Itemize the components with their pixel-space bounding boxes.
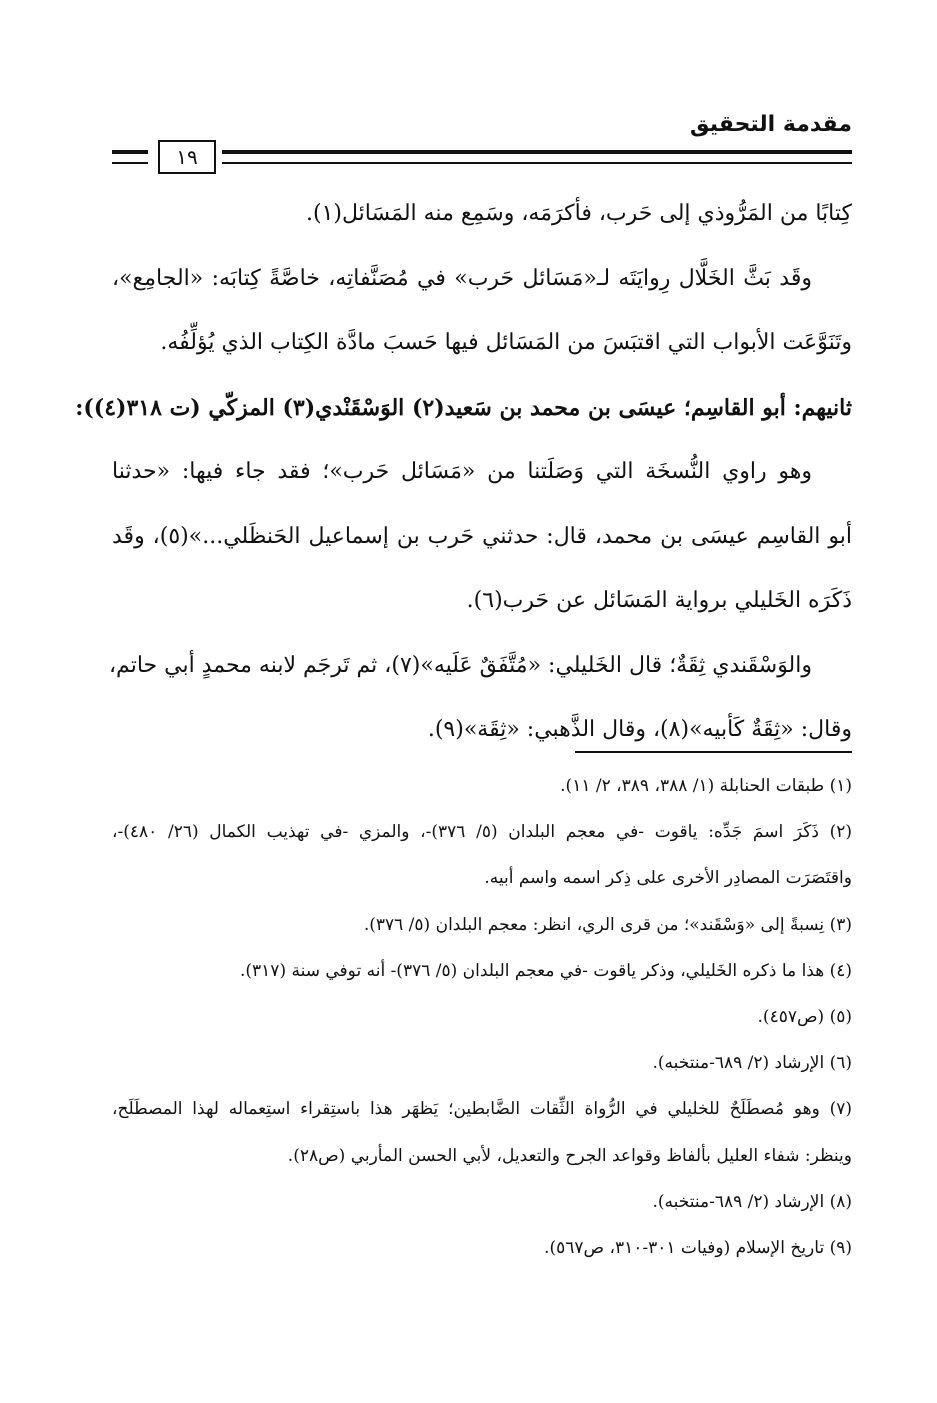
- header-rule-left: [112, 150, 148, 164]
- footnote: (٤) هذا ما ذكره الخَليلي، وذكر ياقوت -في معجم البلدان (٥/ ٣٧٦)- أنه توفي سنة (٣١٧).: [240, 960, 852, 981]
- footnote-continuation: واقتَصَرَت المصادِر الأخرى على ذِكر اسمه واسم أبيه.: [484, 868, 852, 889]
- section-title: مقدمة التحقيق: [689, 112, 852, 137]
- body-line: ثانيهم: أبو القاسِم؛ عيسَى بن محمد بن سَعيد(٢) الوَسْقَنْدي(٣) المزكّي (ت ٣١٨(٤)):: [75, 394, 852, 421]
- body-line: وقَد بَثَّ الخَلَّال رِوايَتَه لـ«مَسَائل حَرب» في مُصَنَّفاتِه، خاصَّةً كِتابَه: «الجامِع»،: [112, 265, 812, 291]
- body-line: كِتابًا من المَرُّوذي إلى حَرب، فأكرَمَه، وسَمِع منه المَسَائل(١).: [306, 201, 852, 226]
- page-number: ١٩: [158, 140, 216, 174]
- body-text: [75, 182, 852, 763]
- footnote: (٩) تاريخ الإسلام (وفيات ٣٠١-٣١٠، ص٥٦٧).: [544, 1237, 852, 1258]
- footnote: (٣) نِسبةً إلى «وَسْقَند»؛ من قرى الري، انظر: معجم البلدان (٥/ ٣٧٦).: [363, 914, 852, 935]
- footnote-continuation: وينظر: شفاء العليل بألفاظ وقواعد الجرح والتعديل، لأبي الحسن المأربي (ص٢٨).: [287, 1145, 852, 1166]
- body-line: والوَسْقَندي ثِقَةٌ؛ قال الخَليلي: «مُتَّفَقٌ عَلَيه»(٧)، ثم تَرجَم لابنه محمدٍ أبي حاتم،: [108, 652, 812, 678]
- body-line: وهو راوي النُّسخَة التي وَصَلَتنا من «مَسَائل حَرب»؛ فقد جاء فيها: «حدثنا: [112, 459, 812, 484]
- footnote: (٦) الإرشاد (٢/ ٦٨٩-منتخبه).: [652, 1053, 852, 1074]
- footnotes: [112, 763, 852, 1271]
- footnote: (٨) الإرشاد (٢/ ٦٨٩-منتخبه).: [652, 1191, 852, 1212]
- footnote: (٧) وهو مُصطَلَحٌ للخليلي في الرُّواة الثِّقات الضَّابطين؛ يَظهَر هذا باستِقراء استِعماله لهذا المصطَلَح،: [112, 1099, 852, 1120]
- footnote-divider: [575, 751, 852, 753]
- page-header: [112, 112, 852, 172]
- body-line: أبو القاسِم عيسَى بن محمد، قال: حدثني حَرب بن إسماعيل الحَنظَلي...»(٥)، وقَد: [112, 523, 852, 549]
- body-line: وقال: «ثِقَةٌ كَأبيه»(٨)، وقال الذَّهبي: «ثِقَة»(٩).: [427, 717, 852, 742]
- body-line: وتَنَوَّعَت الأبواب التي اقتبَسَ من المَسَائل فيها حَسبَ مادَّة الكِتاب الذي يُؤلِّفُه.: [160, 330, 852, 355]
- footnote: (١) طبقات الحنابلة (١/ ٣٨٨، ٣٨٩، ٢/ ١١).: [560, 776, 852, 796]
- body-line: ذَكَرَه الخَليلي برواية المَسَائل عن حَرب(٦).: [466, 588, 852, 613]
- footnote: (٢) ذَكَرَ اسمَ جَدِّه: ياقوت -في معجم البلدان (٥/ ٣٧٦)-، والمزي -في تهذيب الكمال (٢٦/ ٤٨٠)-،: [112, 822, 853, 843]
- header-rule-right: [222, 150, 852, 164]
- footnote: (٥) (ص٤٥٧).: [757, 1006, 852, 1027]
